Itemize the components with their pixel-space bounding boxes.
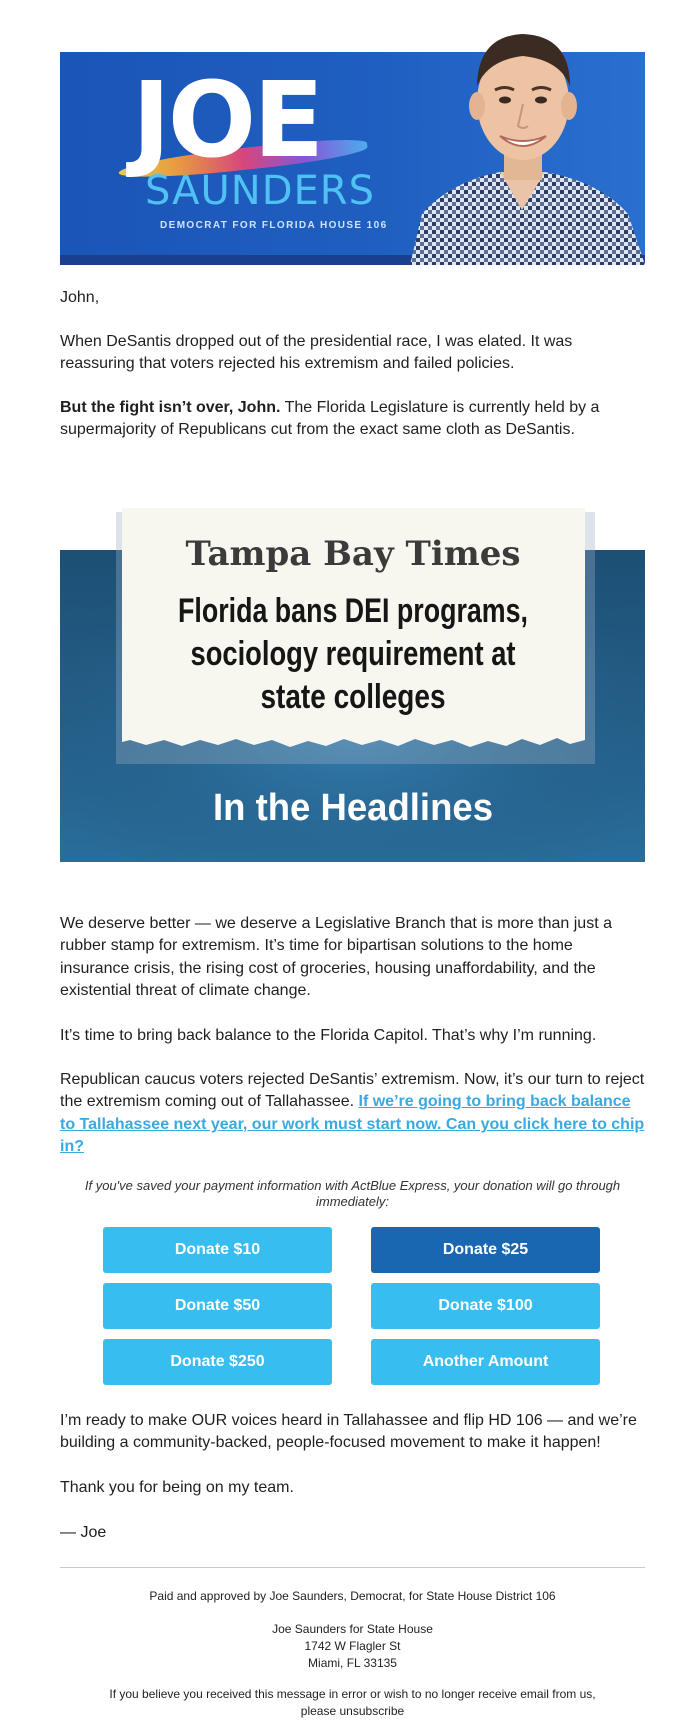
paragraph-fight-bold: But the fight isn’t over, John. bbox=[60, 399, 281, 416]
publication-name: Tampa Bay Times bbox=[185, 534, 521, 574]
paragraph-fight bbox=[60, 397, 645, 442]
header-banner bbox=[60, 0, 645, 270]
donate-25-button[interactable]: Donate $25 bbox=[371, 1227, 600, 1273]
footer-street: 1742 W Flagler St bbox=[304, 1639, 401, 1653]
logo-first-name: JOE bbox=[132, 59, 322, 181]
candidate-portrait bbox=[400, 14, 645, 265]
footer-divider bbox=[60, 1567, 645, 1568]
in-the-headlines-label: In the Headlines bbox=[213, 787, 493, 829]
paragraph-intro: When DeSantis dropped out of the presidential race, I was elated. It was reassuring that voters rejected his extremism and failed policies. bbox=[60, 333, 573, 373]
footer-org-name: Joe Saunders for State House bbox=[272, 1622, 433, 1636]
logo-last-name: SAUNDERS bbox=[145, 168, 375, 214]
greeting: John, bbox=[60, 289, 100, 306]
paragraph-call-to-action bbox=[60, 1069, 645, 1159]
headline-line-3: state colleges bbox=[260, 678, 446, 716]
donate-50-button[interactable]: Donate $50 bbox=[103, 1283, 332, 1329]
paragraph-fight-rest: The Florida Legislature is currently held by a supermajority of Republicans cut from the exact same cloth as DeSantis. bbox=[60, 399, 600, 439]
paragraph-deserve-better: We deserve better — we deserve a Legislative Branch that is more than just a rubber stamp for extremism. It’s time for bipartisan solutions to the home insurance crisis, the rising cost of groceries, housing unaffordability, and the existential threat of climate change. bbox=[60, 915, 612, 1000]
actblue-note: If you've saved your payment information with ActBlue Express, your donation will go through immediately: bbox=[84, 1178, 621, 1209]
paragraph-thanks: Thank you for being on my team. bbox=[60, 1479, 294, 1496]
logo-tagline: DEMOCRAT FOR FLORIDA HOUSE 106 bbox=[160, 220, 388, 231]
paragraph-flip-hd106: I’m ready to make OUR voices heard in Tallahassee and flip HD 106 — and we’re building a community-backed, people-focused movement to make it happen! bbox=[60, 1412, 637, 1452]
donate-10-button[interactable]: Donate $10 bbox=[103, 1227, 332, 1273]
signoff: — Joe bbox=[60, 1524, 107, 1541]
unsubscribe-link[interactable]: please unsubscribe bbox=[300, 1704, 405, 1718]
unsubscribe-text: If you believe you received this message in error or wish to no longer receive email from us, bbox=[109, 1687, 596, 1701]
donate-250-button[interactable]: Donate $250 bbox=[103, 1339, 332, 1385]
another-amount-button[interactable]: Another Amount bbox=[371, 1339, 600, 1385]
chip-in-link[interactable]: If we’re going to bring back balance to Tallahassee next year, our work must start now. Can you click here to chip in? bbox=[60, 1093, 645, 1156]
headline-line-2: sociology requirement at bbox=[190, 635, 516, 673]
paid-for-disclaimer: Paid and approved by Joe Saunders, Democrat, for State House District 106 bbox=[149, 1589, 556, 1603]
paragraph-balance: It’s time to bring back balance to the Florida Capitol. That’s why I’m running. bbox=[60, 1027, 597, 1044]
donate-100-button[interactable]: Donate $100 bbox=[371, 1283, 600, 1329]
headline-line-1: Florida bans DEI programs, bbox=[178, 592, 528, 630]
cta-lead-text: Republican caucus voters rejected DeSantis’ extremism. Now, it’s our turn to reject the extremism coming out of Tallahassee. bbox=[60, 1071, 645, 1111]
footer-city: Miami, FL 33135 bbox=[308, 1656, 397, 1670]
headline-graphic bbox=[60, 490, 645, 862]
